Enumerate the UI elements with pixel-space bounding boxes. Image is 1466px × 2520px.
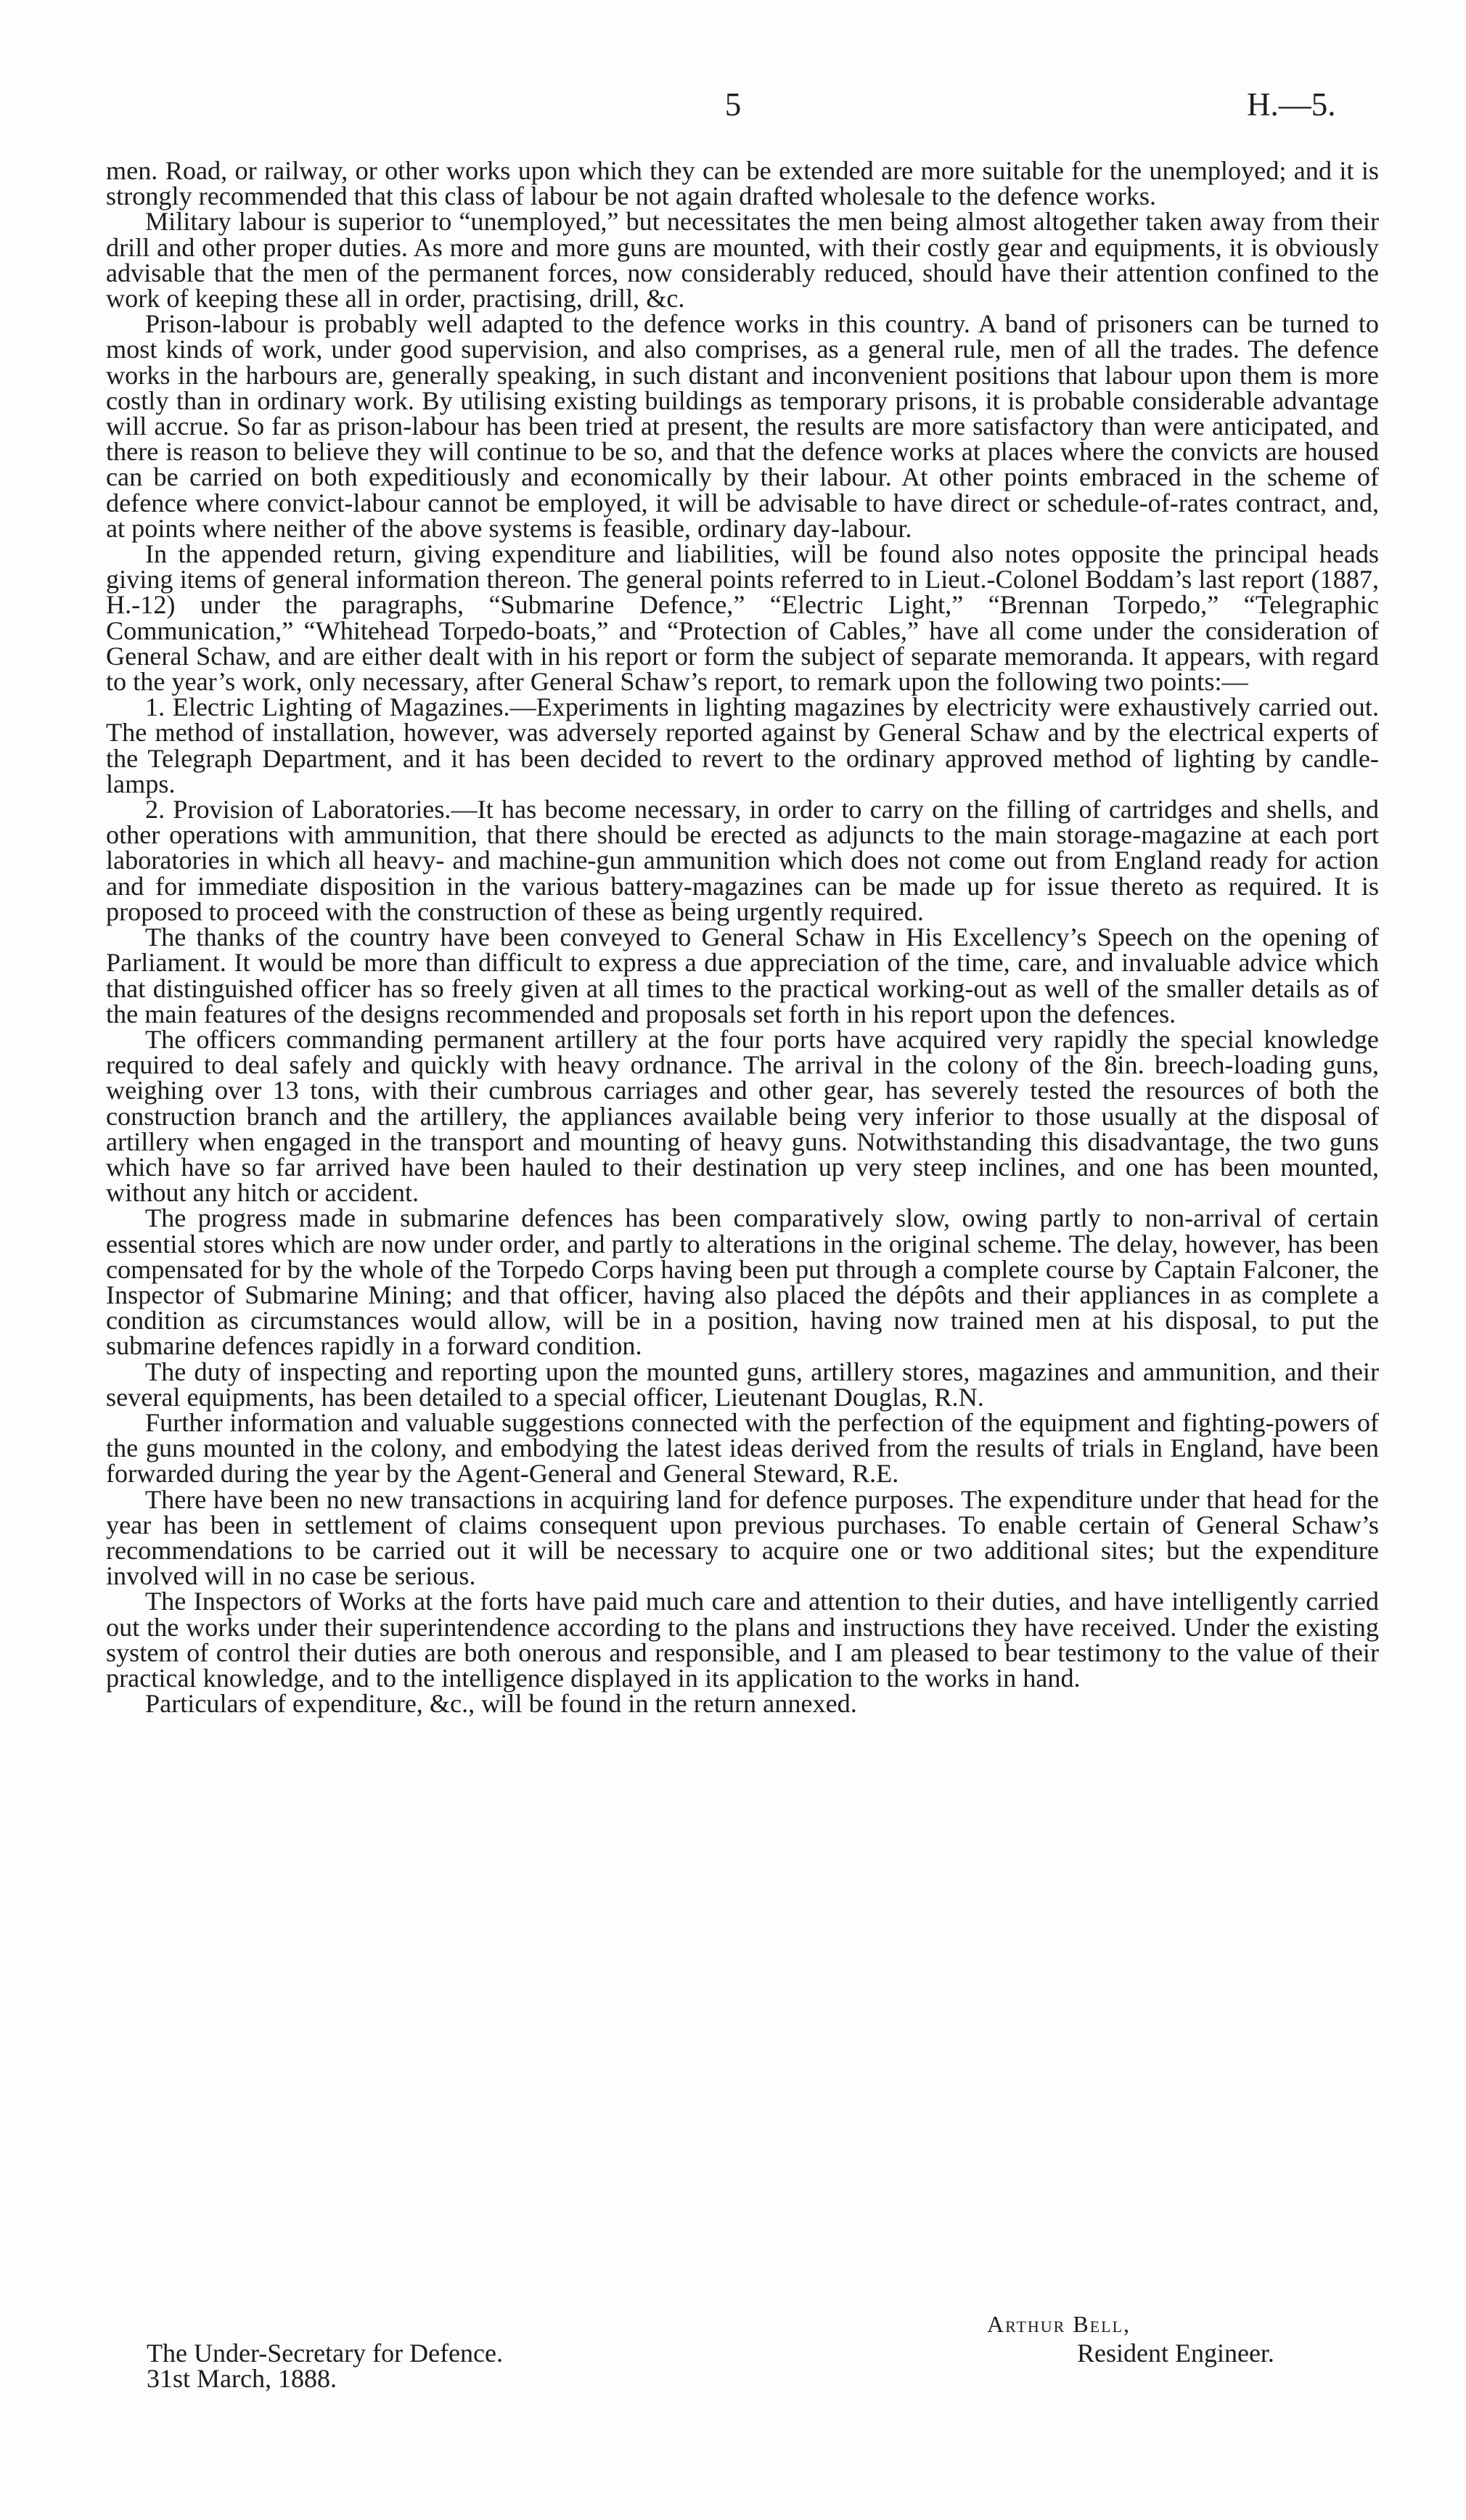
recipient: The Under-Secretary for Defence. [147, 2339, 503, 2368]
paragraph: men. Road, or railway, or other works upon which they can be extended are more suitable for the unemployed; and it is strongly recommended that this class of labour be not again drafted wholesale to the defence works. [106, 156, 1379, 211]
paragraph: Further information and valuable suggestions connected with the perfection of the equipment and fighting-powers of the guns mounted in the colony, and embodying the latest ideas derived from the results of trials in England, have been forwarded during the year by the Agent-General and General Steward, R.E. [106, 1407, 1379, 1489]
body-text [106, 158, 1379, 1717]
paragraph: The officers commanding permanent artillery at the four ports have acquired very rapidly the special knowledge required to deal safely and quickly with heavy ordnance. The arrival in the colony of the 8in. breech-loading guns, weighing over 13 tons, with their cumbrous carriages and other gear, has severely tested the resources of both the construction branch and the artillery, the appliances available being very inferior to those usually at the disposal of artillery when engaged in the transport and mounting of heavy guns. Notwithstanding this disadvantage, the two guns which have so far arrived have been hauled to their destination up very steep inclines, and one has been mounted, without any hitch or accident. [106, 1024, 1379, 1208]
paragraph: The progress made in submarine defences has been comparatively slow, owing partly to non-arrival of certain essential stores which are now under order, and partly to alterations in the original scheme. The delay, however, has been compensated for by the whole of the Torpedo Corps having been put through a complete course by Captain Falconer, the Inspector of Submarine Mining; and that officer, having also placed the dépôts and their appliances in as complete a condition as circumstances would allow, will be in a position, having now trained men at his disposal, to put the submarine defences rapidly in a forward condition. [106, 1203, 1379, 1361]
document-reference: H.—5. [1247, 86, 1336, 123]
paragraph: 1. Electric Lighting of Magazines.—Experiments in lighting magazines by electricity were exhaustively carried out. The method of installation, however, was adversely reported against by General Schaw and by the electrical experts of the Telegraph Department, and it has been decided to revert to the ordinary approved method of lighting by candle-lamps. [106, 692, 1379, 798]
paragraph: Military labour is superior to “unemployed,” but necessitates the men being almost altogether taken away from their drill and other proper duties. As more and more guns are mounted, with their costly gear and equipments, it is obviously advisable that the men of the permanent forces, now considerably reduced, should have their attention confined to the work of keeping these all in order, practising, drill, &c. [106, 207, 1379, 314]
paragraph: Particulars of expenditure, &c., will be found in the return annexed. [145, 1689, 857, 1719]
paragraph: The duty of inspecting and reporting upon the mounted guns, artillery stores, magazines and ammunition, and their several equipments, has been detailed to a special officer, Lieutenant Douglas, R.N. [106, 1357, 1379, 1412]
signatory-title: Resident Engineer. [1077, 2339, 1274, 2368]
paragraph: There have been no new transactions in acquiring land for defence purposes. The expenditure under that head for the year has been in settlement of claims consequent upon previous purchases. To enable certain of General Schaw’s recommendations to be carried out it will be necessary to acquire one or two additional sites; but the expenditure involved will in no case be serious. [106, 1484, 1379, 1591]
paragraph: 2. Provision of Laboratories.—It has become necessary, in order to carry on the filling of cartridges and shells, and other operations with ammunition, that there should be erected as adjuncts to the main storage-magazine at each port laboratories in which all heavy- and machine-gun ammunition which does not come out from England ready for action and for immediate disposition in the various battery-magazines can be made up for issue thereto as required. It is proposed to proceed with the construction of these as being urgently required. [106, 795, 1379, 926]
paragraph: In the appended return, giving expenditure and liabilities, will be found also notes opposite the principal heads giving items of general information thereon. The general points referred to in Lieut.-Colonel Boddam’s last report (1887, H.-12) under the paragraphs, “Submarine Defence,” “Electric Light,” “Brennan Torpedo,” “Telegraphic Communication,” “Whitehead Torpedo-boats,” and “Protection of Cables,” have all come under the consideration of General Schaw, and are either dealt with in his report or form the subject of separate memoranda. It appears, with regard to the year’s work, only necessary, after General Schaw’s report, to remark upon the following two points:— [106, 539, 1379, 697]
signatory-name: Arthur Bell, [987, 2311, 1131, 2337]
document-date: 31st March, 1888. [147, 2364, 337, 2393]
paragraph: The thanks of the country have been conveyed to General Schaw in His Excellency’s Speech on the opening of Parliament. It would be more than difficult to express a due appreciation of the time, care, and invaluable advice which that distinguished officer has so freely given at all times to the practical working-out as well of the smaller details as of the main features of the designs recommended and proposals set forth in his report upon the defences. [106, 922, 1379, 1028]
page-number: 5 [724, 86, 742, 123]
paragraph: Prison-labour is probably well adapted to the defence works in this country. A band of prisoners can be turned to most kinds of work, under good supervision, and also comprises, as a general rule, men of all the trades. The defence works in the harbours are, generally speaking, in such distant and inconvenient positions that labour upon them is more costly than in ordinary work. By utilising existing buildings as temporary prisons, it is probable considerable advantage will accrue. So far as prison-labour has been tried at present, the results are more satisfactory than were anticipated, and there is reason to believe they will continue to be so, and that the defence works at places where the convicts are housed can be carried on both expeditiously and economically by their labour. At other points embraced in the scheme of defence where convict-labour cannot be employed, it will be advisable to have direct or schedule-of-rates contract, and, at points where neither of the above systems is feasible, ordinary day-labour. [106, 309, 1379, 543]
paragraph: The Inspectors of Works at the forts have paid much care and attention to their duties, and have intelligently carried out the works under their superintendence according to the plans and instructions they have received. Under the existing system of control their duties are both onerous and responsible, and I am pleased to bear testimony to the value of their practical knowledge, and to the intelligence displayed in its application to the works in hand. [106, 1587, 1379, 1693]
